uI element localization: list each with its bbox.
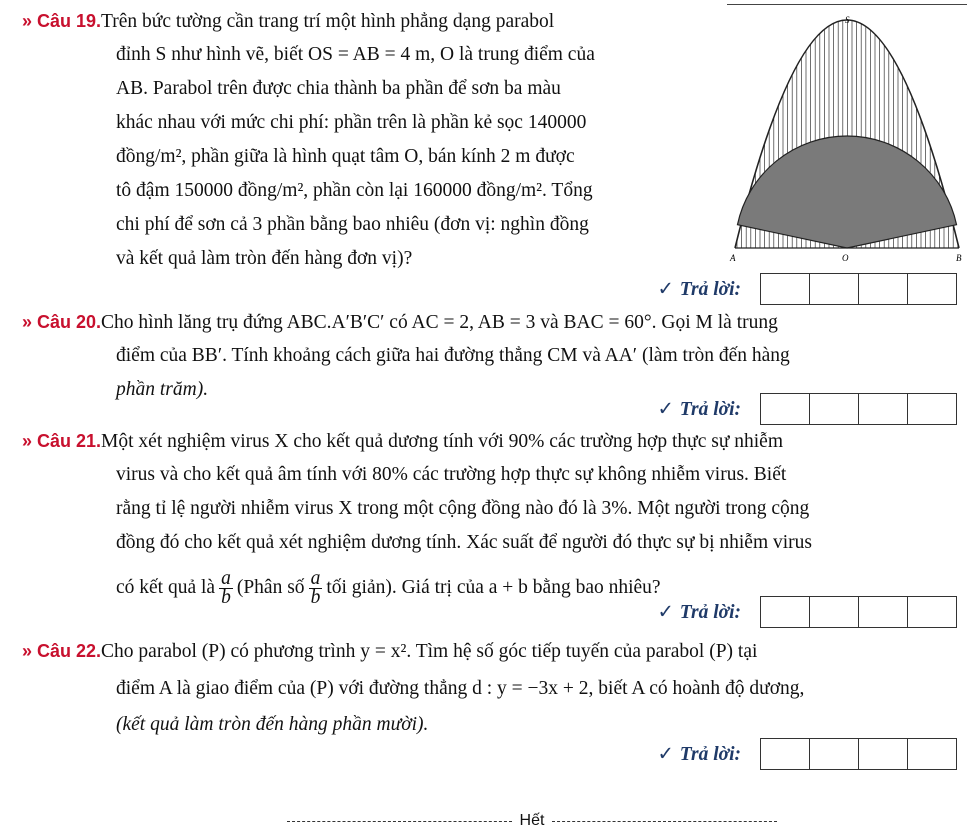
q19-text-1: Trên bức tường cần trang trí một hình phẳng dạng parabol bbox=[101, 11, 555, 32]
question-21 bbox=[22, 424, 812, 616]
answer-box[interactable] bbox=[907, 273, 957, 305]
q21-answer bbox=[657, 596, 957, 628]
q22-text-1: Cho parabol (P) có phương trình y = x². Tìm hệ số góc tiếp tuyến của parabol (P) tại bbox=[101, 641, 758, 662]
q21-line-4: đồng đó cho kết quả xét nghiệm dương tính. Xác suất để người đó thực sự bị nhiễm virus bbox=[116, 532, 813, 553]
q19-line-6: tô đậm 150000 đồng/m², phần còn lại 160000 đồng/m². Tổng bbox=[116, 180, 593, 201]
top-rule bbox=[727, 4, 967, 5]
check-icon: ✓ bbox=[657, 744, 674, 765]
footer-dash-left bbox=[287, 821, 512, 822]
answer-box[interactable] bbox=[809, 738, 859, 770]
answer-label bbox=[657, 600, 741, 624]
fraction-a-b bbox=[219, 567, 233, 608]
q19-number: » Câu 19. bbox=[22, 11, 102, 31]
label-o: O bbox=[842, 253, 849, 262]
answer-box[interactable] bbox=[760, 393, 810, 425]
question-22 bbox=[22, 632, 804, 742]
q21-text-5a: có kết quả là bbox=[116, 577, 216, 598]
answer-box[interactable] bbox=[907, 596, 957, 628]
q19-line-4: khác nhau với mức chi phí: phần trên là phần kẻ sọc 140000 bbox=[116, 112, 587, 133]
answer-boxes[interactable] bbox=[761, 738, 957, 770]
answer-box[interactable] bbox=[907, 393, 957, 425]
q21-text-5c: tối giản). Giá trị của a + b bằng bao nhiêu? bbox=[326, 577, 661, 598]
label-a: A bbox=[730, 253, 736, 262]
fraction-a-b-2 bbox=[309, 567, 323, 608]
q19-line-3: AB. Parabol trên được chia thành ba phần để sơn ba màu bbox=[116, 78, 561, 99]
q19-line-7: chi phí để sơn cả 3 phần bằng bao nhiêu (đơn vị: nghìn đồng bbox=[116, 214, 589, 235]
answer-boxes[interactable] bbox=[761, 273, 957, 305]
answer-box[interactable] bbox=[809, 273, 859, 305]
answer-label-text: Trả lời: bbox=[679, 279, 741, 300]
check-icon: ✓ bbox=[657, 279, 674, 300]
answer-box[interactable] bbox=[858, 393, 908, 425]
parabola-figure bbox=[727, 10, 967, 262]
q20-answer bbox=[657, 393, 957, 425]
answer-boxes[interactable] bbox=[761, 393, 957, 425]
answer-label-text: Trả lời: bbox=[679, 744, 741, 765]
footer-dash-right bbox=[552, 821, 777, 822]
q19-answer bbox=[657, 273, 957, 305]
answer-label-text: Trả lời: bbox=[679, 399, 741, 420]
q22-number: » Câu 22. bbox=[22, 641, 102, 661]
answer-boxes[interactable] bbox=[761, 596, 957, 628]
fraction-denominator: b bbox=[310, 586, 321, 608]
q21-text-1: Một xét nghiệm virus X cho kết quả dương tính với 90% các trường hợp thực sự nhiễm bbox=[101, 431, 784, 452]
end-marker bbox=[287, 812, 777, 830]
label-b: B bbox=[956, 253, 962, 262]
q21-line-1 bbox=[22, 424, 812, 458]
q19-line-2: đỉnh S như hình vẽ, biết OS = AB = 4 m, O là trung điểm của bbox=[116, 44, 595, 65]
q20-number: » Câu 20. bbox=[22, 312, 102, 332]
fraction-denominator: b bbox=[221, 586, 231, 608]
q19-line-8: và kết quả làm tròn đến hàng đơn vị)? bbox=[116, 248, 413, 269]
answer-box[interactable] bbox=[809, 596, 859, 628]
q22-answer bbox=[657, 738, 957, 770]
q21-text-5b: (Phân số bbox=[236, 577, 305, 598]
q20-text-1: Cho hình lăng trụ đứng ABC.A′B′C′ có AC = 2, AB = 3 và BAC = 60°. Gọi M là trung bbox=[101, 312, 778, 333]
answer-label bbox=[657, 277, 741, 301]
fraction-numerator: a bbox=[310, 567, 321, 589]
footer-text: Hết bbox=[519, 812, 545, 829]
q19-line-1 bbox=[22, 4, 595, 38]
answer-label bbox=[657, 742, 741, 766]
q22-line-1 bbox=[22, 632, 804, 670]
q21-number: » Câu 21. bbox=[22, 431, 102, 451]
label-s: S bbox=[845, 15, 850, 25]
answer-label bbox=[657, 397, 741, 421]
answer-box[interactable] bbox=[907, 738, 957, 770]
check-icon: ✓ bbox=[657, 602, 674, 623]
q20-line-2: điểm của BB′. Tính khoảng cách giữa hai đường thẳng CM và AA′ (làm tròn đến hàng bbox=[116, 345, 790, 366]
answer-box[interactable] bbox=[858, 273, 908, 305]
answer-box[interactable] bbox=[809, 393, 859, 425]
answer-label-text: Trả lời: bbox=[679, 602, 741, 623]
check-icon: ✓ bbox=[657, 399, 674, 420]
q20-line-3: phần trăm). bbox=[116, 379, 209, 400]
shaded-sector bbox=[737, 136, 956, 248]
q20-line-1 bbox=[22, 305, 790, 339]
question-19 bbox=[22, 4, 595, 276]
answer-box[interactable] bbox=[858, 738, 908, 770]
q21-line-3: rằng tỉ lệ người nhiễm virus X trong một cộng đồng nào đó là 3%. Một người trong cộng bbox=[116, 498, 810, 519]
q21-line-2: virus và cho kết quả âm tính với 80% các trường hợp thực sự không nhiễm virus. Biết bbox=[116, 464, 787, 485]
q19-line-5: đồng/m², phần giữa là hình quạt tâm O, bán kính 2 m được bbox=[116, 146, 575, 167]
answer-box[interactable] bbox=[760, 738, 810, 770]
fraction-numerator: a bbox=[221, 567, 231, 589]
q22-line-3: (kết quả làm tròn đến hàng phần mười). bbox=[116, 714, 429, 735]
answer-box[interactable] bbox=[858, 596, 908, 628]
q22-line-2: điểm A là giao điểm của (P) với đường thẳng d : y = −3x + 2, biết A có hoành độ dương, bbox=[116, 678, 805, 699]
question-20 bbox=[22, 305, 790, 407]
answer-box[interactable] bbox=[760, 596, 810, 628]
answer-box[interactable] bbox=[760, 273, 810, 305]
